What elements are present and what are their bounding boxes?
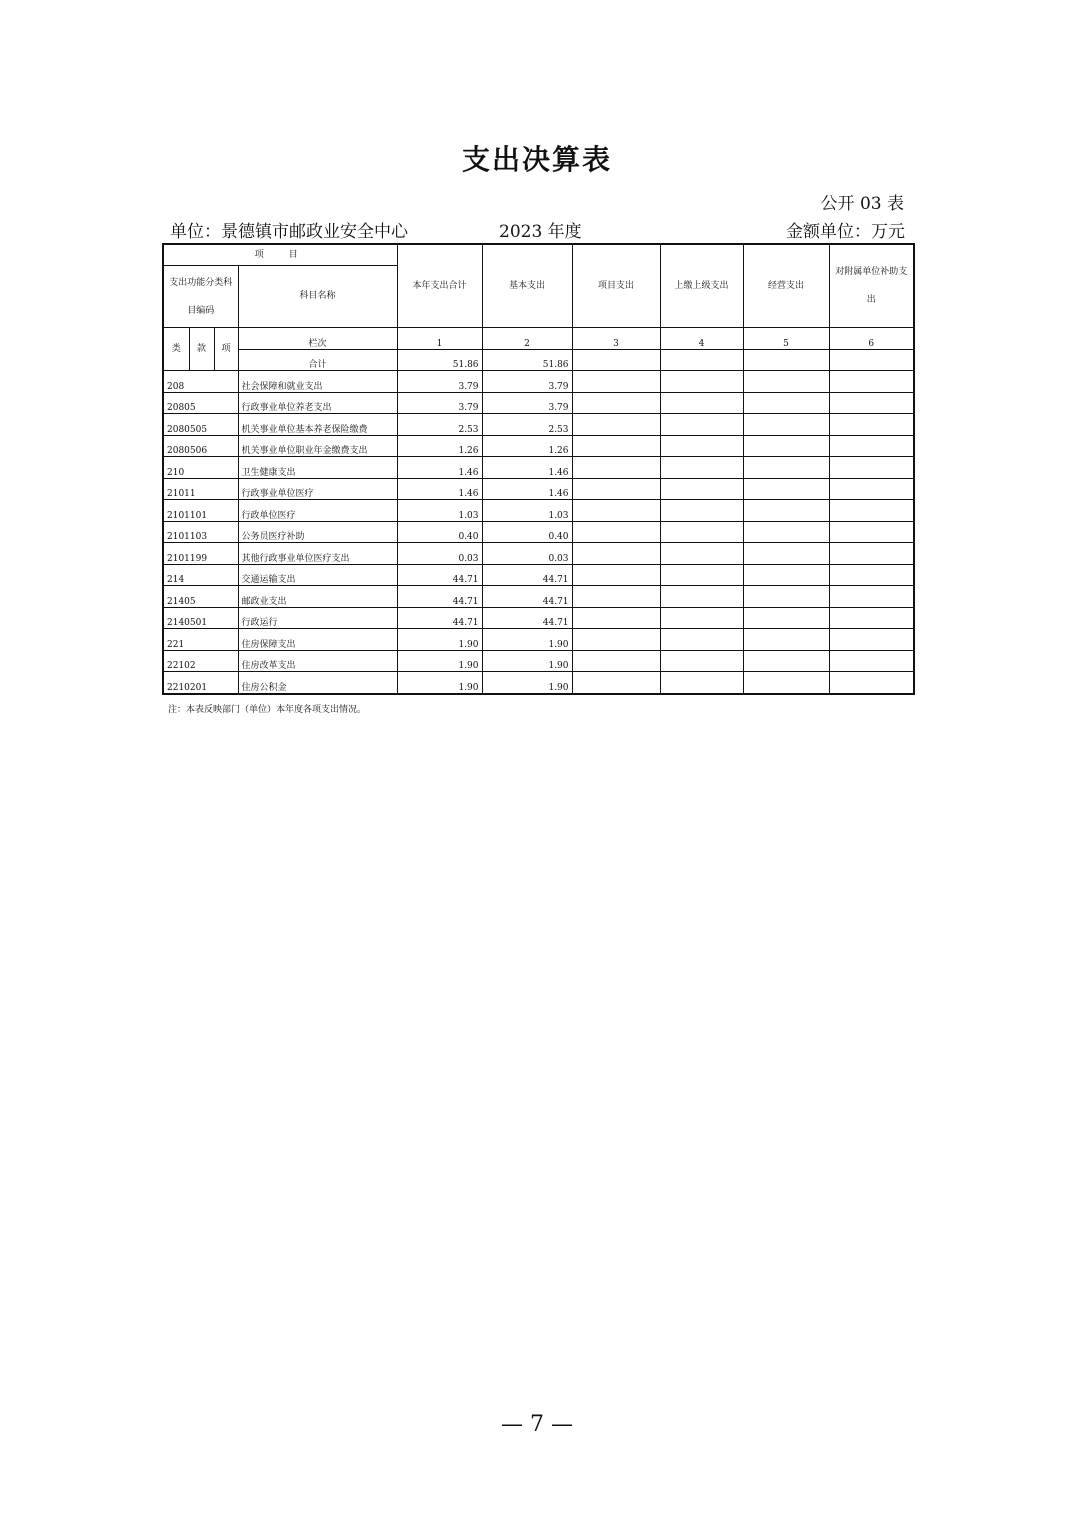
row-value [572,371,660,393]
row-value: 1.46 [397,478,482,500]
row-value: 1.90 [397,629,482,651]
total-value [660,349,743,371]
row-value: 1.90 [397,672,482,694]
row-value: 3.79 [397,371,482,393]
row-code: 2101101 [163,500,238,522]
row-value: 0.03 [397,543,482,565]
row-value [829,521,914,543]
row-code: 2080506 [163,435,238,457]
row-value [572,564,660,586]
col-number: 5 [743,328,829,350]
row-value [572,414,660,436]
total-label: 合计 [238,349,397,371]
row-subject-name: 住房改革支出 [238,650,397,672]
row-subject-name: 机关事业单位职业年金缴费支出 [238,435,397,457]
row-value: 1.90 [482,650,572,672]
row-value [572,392,660,414]
row-value: 3.79 [397,392,482,414]
row-value [660,586,743,608]
table-row [163,521,914,543]
col-number: 1 [397,328,482,350]
form-number: 公开 03 表 [820,194,904,214]
row-code: 2101103 [163,521,238,543]
row-code: 210 [163,457,238,479]
table-row [163,650,914,672]
row-value [572,457,660,479]
row-subject-name: 公务员医疗补助 [238,521,397,543]
row-value [829,543,914,565]
row-value [829,650,914,672]
row-subject-name: 行政单位医疗 [238,500,397,522]
header-func-class: 支出功能分类科目编码 [163,266,238,328]
unit-label: 单位：景德镇市邮政业安全中心 [170,222,408,242]
row-code: 21405 [163,586,238,608]
row-value [660,371,743,393]
row-value [829,629,914,651]
row-value [660,672,743,694]
row-value [743,607,829,629]
row-value [572,500,660,522]
col-number: 3 [572,328,660,350]
header-kuan: 款 [189,328,214,371]
row-value: 0.03 [482,543,572,565]
row-value: 1.90 [397,650,482,672]
row-subject-name: 机关事业单位基本养老保险缴费 [238,414,397,436]
header-col-6: 对附属单位补助支出 [829,244,914,328]
row-subject-name: 卫生健康支出 [238,457,397,479]
row-value [829,672,914,694]
row-value [829,414,914,436]
header-col-5: 经营支出 [743,244,829,328]
row-value: 2.53 [397,414,482,436]
table-row [163,586,914,608]
row-code: 2101199 [163,543,238,565]
row-value [660,457,743,479]
row-value [743,478,829,500]
total-row [163,349,914,371]
row-value: 1.46 [482,478,572,500]
currency-label: 金额单位：万元 [786,222,905,242]
row-value [660,478,743,500]
header-col-1: 本年支出合计 [397,244,482,328]
row-value [829,435,914,457]
page-number: — 7 — [501,1412,573,1437]
row-value: 44.71 [397,607,482,629]
row-subject-name: 社会保障和就业支出 [238,371,397,393]
row-value [572,543,660,565]
row-value [572,478,660,500]
row-value [572,629,660,651]
header-col-2: 基本支出 [482,244,572,328]
row-subject-name: 行政事业单位养老支出 [238,392,397,414]
row-code: 22102 [163,650,238,672]
header-col-4: 上缴上级支出 [660,244,743,328]
row-value: 44.71 [482,607,572,629]
header-xiang: 项 [214,328,238,371]
row-value [743,457,829,479]
header-lei: 类 [163,328,189,371]
row-code: 2080505 [163,414,238,436]
row-value [572,650,660,672]
row-code: 221 [163,629,238,651]
row-value: 1.90 [482,629,572,651]
row-value: 1.46 [397,457,482,479]
row-value: 1.26 [397,435,482,457]
row-value: 44.71 [397,564,482,586]
table-row [163,672,914,694]
row-subject-name: 行政运行 [238,607,397,629]
row-value [743,629,829,651]
year-label: 2023 年度 [499,222,582,242]
row-value [572,672,660,694]
row-subject-name: 住房保障支出 [238,629,397,651]
col-index-label: 栏次 [238,328,397,350]
expenditure-table [162,243,915,695]
row-value [660,521,743,543]
row-value: 3.79 [482,392,572,414]
row-value [660,392,743,414]
row-value [660,564,743,586]
row-value: 1.03 [482,500,572,522]
row-code: 20805 [163,392,238,414]
table-row [163,607,914,629]
row-value: 0.40 [397,521,482,543]
total-value [829,349,914,371]
row-subject-name: 住房公积金 [238,672,397,694]
row-value [829,564,914,586]
row-value [572,586,660,608]
row-subject-name: 行政事业单位医疗 [238,478,397,500]
row-value [829,371,914,393]
row-value [743,414,829,436]
row-value [660,650,743,672]
table-row [163,564,914,586]
col-number: 4 [660,328,743,350]
table-row [163,435,914,457]
row-value [743,564,829,586]
row-value [829,478,914,500]
row-value [743,586,829,608]
row-code: 214 [163,564,238,586]
row-value [572,607,660,629]
row-subject-name: 邮政业支出 [238,586,397,608]
page-title: 支出决算表 [461,143,612,176]
row-value [660,543,743,565]
row-value [743,392,829,414]
row-code: 2210201 [163,672,238,694]
row-value: 1.03 [397,500,482,522]
row-value [572,435,660,457]
row-value [743,650,829,672]
row-value: 3.79 [482,371,572,393]
row-value [829,392,914,414]
row-value [743,500,829,522]
row-code: 21011 [163,478,238,500]
row-value: 1.26 [482,435,572,457]
table-note: 注：本表反映部门（单位）本年度各项支出情况。 [168,705,367,715]
total-value: 51.86 [397,349,482,371]
row-value [660,435,743,457]
row-value [660,607,743,629]
row-subject-name: 交通运输支出 [238,564,397,586]
row-value [743,543,829,565]
row-value [829,586,914,608]
table-row [163,478,914,500]
col-number: 2 [482,328,572,350]
col-number: 6 [829,328,914,350]
row-value [829,500,914,522]
header-col-3: 项目支出 [572,244,660,328]
row-value [829,457,914,479]
row-value [743,672,829,694]
row-value: 2.53 [482,414,572,436]
total-value [572,349,660,371]
row-value [743,521,829,543]
total-value: 51.86 [482,349,572,371]
header-item: 项 目 [163,244,397,266]
row-value [660,414,743,436]
table-row [163,543,914,565]
table-row [163,629,914,651]
row-value: 44.71 [397,586,482,608]
row-value: 0.40 [482,521,572,543]
row-value [572,521,660,543]
header-subject-name: 科目名称 [238,266,397,328]
table-row [163,371,914,393]
row-value [743,371,829,393]
row-value: 1.90 [482,672,572,694]
total-value [743,349,829,371]
table-row [163,457,914,479]
row-code: 2140501 [163,607,238,629]
row-subject-name: 其他行政事业单位医疗支出 [238,543,397,565]
row-value [660,500,743,522]
row-value: 1.46 [482,457,572,479]
table-row [163,500,914,522]
table-row [163,414,914,436]
row-value [743,435,829,457]
row-value [660,629,743,651]
row-value [829,607,914,629]
row-code: 208 [163,371,238,393]
row-value: 44.71 [482,586,572,608]
meta-row [170,217,905,241]
row-value: 44.71 [482,564,572,586]
table-row [163,392,914,414]
